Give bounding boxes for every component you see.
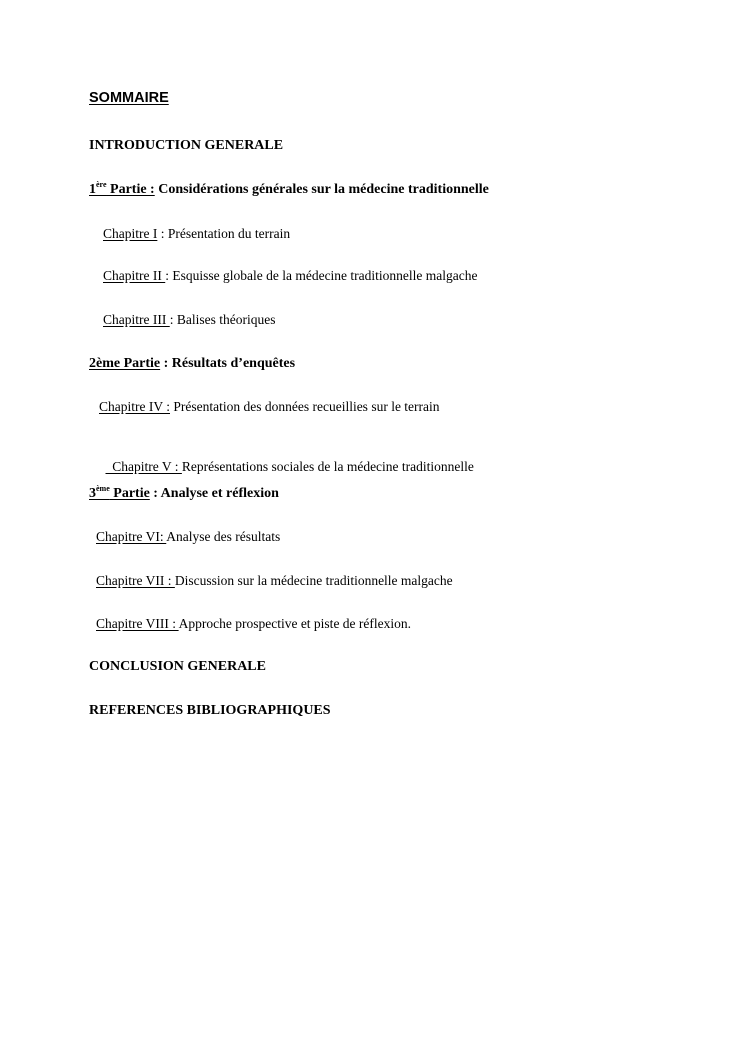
chapter-1-label: Chapitre I bbox=[103, 226, 158, 241]
part2-title: : Résultats d’enquêtes bbox=[160, 356, 296, 371]
references-heading: REFERENCES BIBLIOGRAPHIQUES bbox=[89, 703, 331, 718]
page-title: SOMMAIRE bbox=[89, 90, 169, 106]
chapter-8-label: Chapitre VIII : bbox=[96, 616, 179, 631]
chapter-6-entry bbox=[96, 529, 280, 545]
part3-word: Partie bbox=[109, 486, 150, 501]
chapter-1-entry bbox=[103, 226, 290, 242]
chapter-2-label: Chapitre II bbox=[103, 268, 166, 283]
part3-superscript: ème bbox=[96, 484, 110, 493]
part1-heading bbox=[89, 182, 489, 198]
part1-title: Considérations générales sur la médecine traditionnelle bbox=[154, 182, 489, 197]
chapter-8-title: Approche prospective et piste de réflexion. bbox=[178, 616, 412, 631]
part3-label bbox=[89, 486, 150, 501]
chapter-5-title: Représentations sociales de la médecine traditionnelle bbox=[181, 459, 474, 474]
part1-label bbox=[89, 182, 155, 197]
chapter-4-entry bbox=[99, 399, 440, 415]
chapter-5-label: Chapitre V : bbox=[105, 459, 182, 474]
chapter-7-entry bbox=[96, 573, 453, 589]
chapter-3-label: Chapitre III bbox=[103, 312, 170, 327]
chapter-2-title: : Esquisse globale de la médecine traditionnelle malgache bbox=[165, 268, 478, 283]
conclusion-heading: CONCLUSION GENERALE bbox=[89, 659, 266, 674]
part1-number: 1 bbox=[89, 182, 96, 197]
chapter-6-title: Analyse des résultats bbox=[166, 529, 281, 544]
part1-superscript: ère bbox=[96, 180, 107, 189]
part1-word: Partie : bbox=[106, 182, 155, 197]
chapter-3-title: : Balises théoriques bbox=[169, 312, 276, 327]
part3-title: : Analyse et réflexion bbox=[149, 486, 279, 501]
chapter-7-label: Chapitre VII : bbox=[96, 573, 175, 588]
chapter-4-label: Chapitre IV : bbox=[99, 399, 170, 414]
chapter-8-entry bbox=[96, 616, 411, 632]
introduction-heading: INTRODUCTION GENERALE bbox=[89, 138, 284, 153]
chapter-7-title: Discussion sur la médecine traditionnelle malgache bbox=[174, 573, 453, 588]
chapter-5-entry bbox=[92, 443, 474, 491]
chapter-3-entry bbox=[103, 312, 275, 328]
part2-heading bbox=[89, 356, 295, 372]
chapter-2-entry bbox=[103, 268, 478, 284]
part2-label: 2ème Partie bbox=[89, 356, 161, 371]
part3-heading bbox=[89, 486, 279, 502]
chapter-1-title: : Présentation du terrain bbox=[157, 226, 291, 241]
part3-number: 3 bbox=[89, 486, 96, 501]
chapter-4-title: Présentation des données recueillies sur le terrain bbox=[170, 399, 440, 414]
chapter-6-label: Chapitre VI: bbox=[96, 529, 167, 544]
